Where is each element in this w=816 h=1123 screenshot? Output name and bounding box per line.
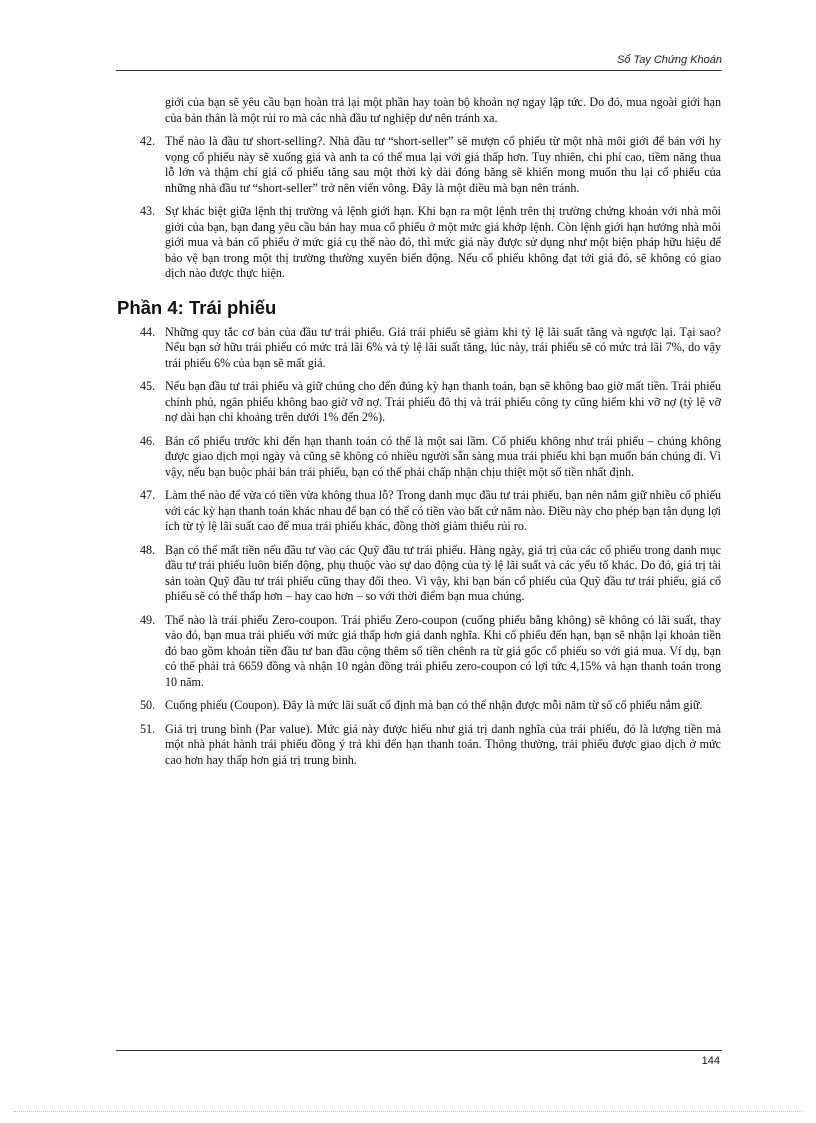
list-item [140, 542, 721, 605]
item-text: Cuống phiếu (Coupon). Đây là mức lãi suất cố định mà bạn có thể nhận được mỗi năm từ số cổ phiếu nắm giữ. [165, 698, 703, 712]
list-item [140, 488, 721, 535]
item-number: 50. [140, 698, 156, 712]
item-text: Thế nào là đầu tư short-selling?. Nhà đầu tư “short-seller” sẽ mượn cổ phiếu từ một nhà môi giới để bán với hy vọng cổ phiếu này sẽ xuống giá và anh ta có thể mua lại với giá thấp hơn. Tuy nhiên, chi phí cao, tiềm năng thua lỗ lớn và thậm chí giá cổ phiếu tăng sau một thời kỳ dài đóng băng sẽ khiến mong muốn thu lại cổ phiếu của những nhà đầu tư “short-seller” trở nên viển vông. Đây là một điều mà bạn nên tránh. [165, 134, 721, 195]
item-number: 45. [140, 379, 156, 393]
section-title: Phần 4: Trái phiếu [117, 296, 277, 318]
page-bottom-divider [14, 1111, 802, 1112]
list-item [140, 721, 721, 769]
list-item [140, 324, 721, 372]
list-part-4 [117, 325, 721, 769]
item-text: Thế nào là trái phiếu Zero-coupon. Trái phiếu Zero-coupon (cuống phiếu bằng không) sẽ không có lãi suất, thay vào đó, bạn mua trái phiếu với mức giá thấp hơn giá danh nghĩa. Khi cổ phiếu đến hạn, bạn sẽ nhận lại khoản tiền đó bao gồm khoản tiền đầu tư ban đầu cộng thêm số tiền chênh ra từ giá gốc cổ phiếu so với giá mua. Ví dụ, bạn có thể phải trả 6659 đồng và nhận 10 ngàn đồng trái phiếu zero-coupon có lợi tức 4,15% và hạn thanh toán trong 10 năm. [165, 612, 721, 689]
item-number: 49. [140, 612, 156, 627]
item-text: Bạn có thể mất tiền nếu đầu tư vào các Quỹ đầu tư trái phiếu. Hàng ngày, giá trị của các cổ phiếu trong danh mục đầu tư trái phiếu luôn biến động, phụ thuộc vào sự dao động của tỷ lệ lãi suất và các yếu tố khác. Do đó, giá trị tài sản toàn Quỹ đầu tư trái phiếu cũng thay đổi theo. Vì vậy, khi bạn bán cổ phiếu của Quỹ đầu tư trái phiếu, giá cổ phiếu sẽ có thể thấp hơn – hay cao hơn – so với thời điểm bạn mua chúng. [165, 542, 721, 603]
item-text: Giá trị trung bình (Par value). Mức giá này được hiểu như giá trị danh nghĩa của trái phiếu, đó là lượng tiền mà một nhà phát hành trái phiếu đồng ý trả khi đến hạn thanh toán. Thông thường, trái phiếu được giao dịch ở mức cao hơn hay thấp hơn giá trị trung bình. [165, 721, 721, 767]
item-text: Bán cổ phiếu trước khi đến hạn thanh toán có thể là một sai lầm. Cổ phiếu không như trái phiếu – chúng không được giao dịch mọi ngày và cũng sẽ không có nhiều người sẵn sàng mua trái phiếu khi bạn muốn bán chúng đi. Vì vậy, nếu bạn buộc phải bán trái phiếu, bạn có thể phải chấp nhận chịu thiệt một số tiền nhất định. [165, 433, 721, 479]
page-content [117, 95, 721, 776]
list-item [140, 134, 721, 196]
item-number: 44. [140, 324, 156, 339]
page-header [116, 56, 722, 71]
item-text: Những quy tắc cơ bản của đầu tư trái phiếu. Giá trái phiếu sẽ giảm khi tỷ lệ lãi suất tăng và ngược lại. Tại sao? Nếu bạn sở hữu trái phiếu có mức trả lãi 6% và tỷ lệ lãi suất tăng, lúc này, trái phiếu sẽ có mức trả lãi 7%, do vậy trái phiếu 6% của bạn sẽ mất giá. [165, 324, 721, 370]
item-number: 42. [140, 134, 156, 148]
item-text: Làm thế nào để vừa có tiền vừa không thua lỗ? Trong danh mục đầu tư trái phiếu, bạn nên nắm giữ nhiều cổ phiếu với các kỳ hạn thanh toán khác nhau để bạn có thể có tiền vào bất cứ năm nào. Điều này cho phép bạn tận dụng lợi ích từ tỷ lệ lãi suất cao để mua trái phiếu khác, đồng thời giảm thiểu rủi ro. [165, 488, 721, 533]
item-text: Nếu bạn đầu tư trái phiếu và giữ chúng cho đến đúng kỳ hạn thanh toán, bạn sẽ không bao giờ mất tiền. Trái phiếu chính phủ, ngân phiếu không bao giờ vỡ nợ. Trái phiếu đô thị và trái phiếu công ty cũng hiếm khi vỡ nợ (tỷ lệ vỡ nợ dài hạn chỉ khoảng trên dưới 1% đến 2%). [165, 379, 721, 424]
item-text: Sự khác biệt giữa lệnh thị trường và lệnh giới hạn. Khi bạn ra một lệnh trên thị trường chứng khoán với nhà môi giới của bạn, bạn đang yêu cầu bán hay mua cổ phiếu ở một mức giá khớp lệnh. Còn lệnh giới hạn hướng nhà môi giới mua và bán cổ phiếu ở mức giá cụ thể nào đó, thì mức giá này được sử dụng như một biện pháp hữu hiệu để bảo vệ bạn trong một thị trường thường xuyên biến động. Nếu cổ phiếu không đạt tới giá đó, sẽ không có giao dịch nào được thực hiện. [165, 204, 721, 280]
page-number: 144 [701, 1055, 720, 1067]
item-number: 43. [140, 204, 156, 218]
list-item [140, 433, 721, 481]
list-item [140, 379, 721, 426]
list-item [140, 612, 721, 691]
page-footer [116, 1050, 722, 1067]
item-number: 48. [140, 542, 156, 557]
list-item [140, 698, 721, 714]
item-number: 46. [140, 433, 156, 448]
item-number: 47. [140, 488, 156, 502]
list-part-3 [117, 134, 721, 282]
list-item [140, 204, 721, 282]
intro-paragraph: giới của bạn sẽ yêu cầu bạn hoàn trả lại một phần hay toàn bộ khoản nợ ngay lập tức. Do đó, mua ngoài giới hạn của bản thân là một rủi ro mà các nhà đầu tư nghiệp dư nên tránh xa. [165, 95, 721, 125]
header-title: Sổ Tay Chứng Khoán [616, 54, 722, 66]
item-number: 51. [140, 721, 156, 736]
